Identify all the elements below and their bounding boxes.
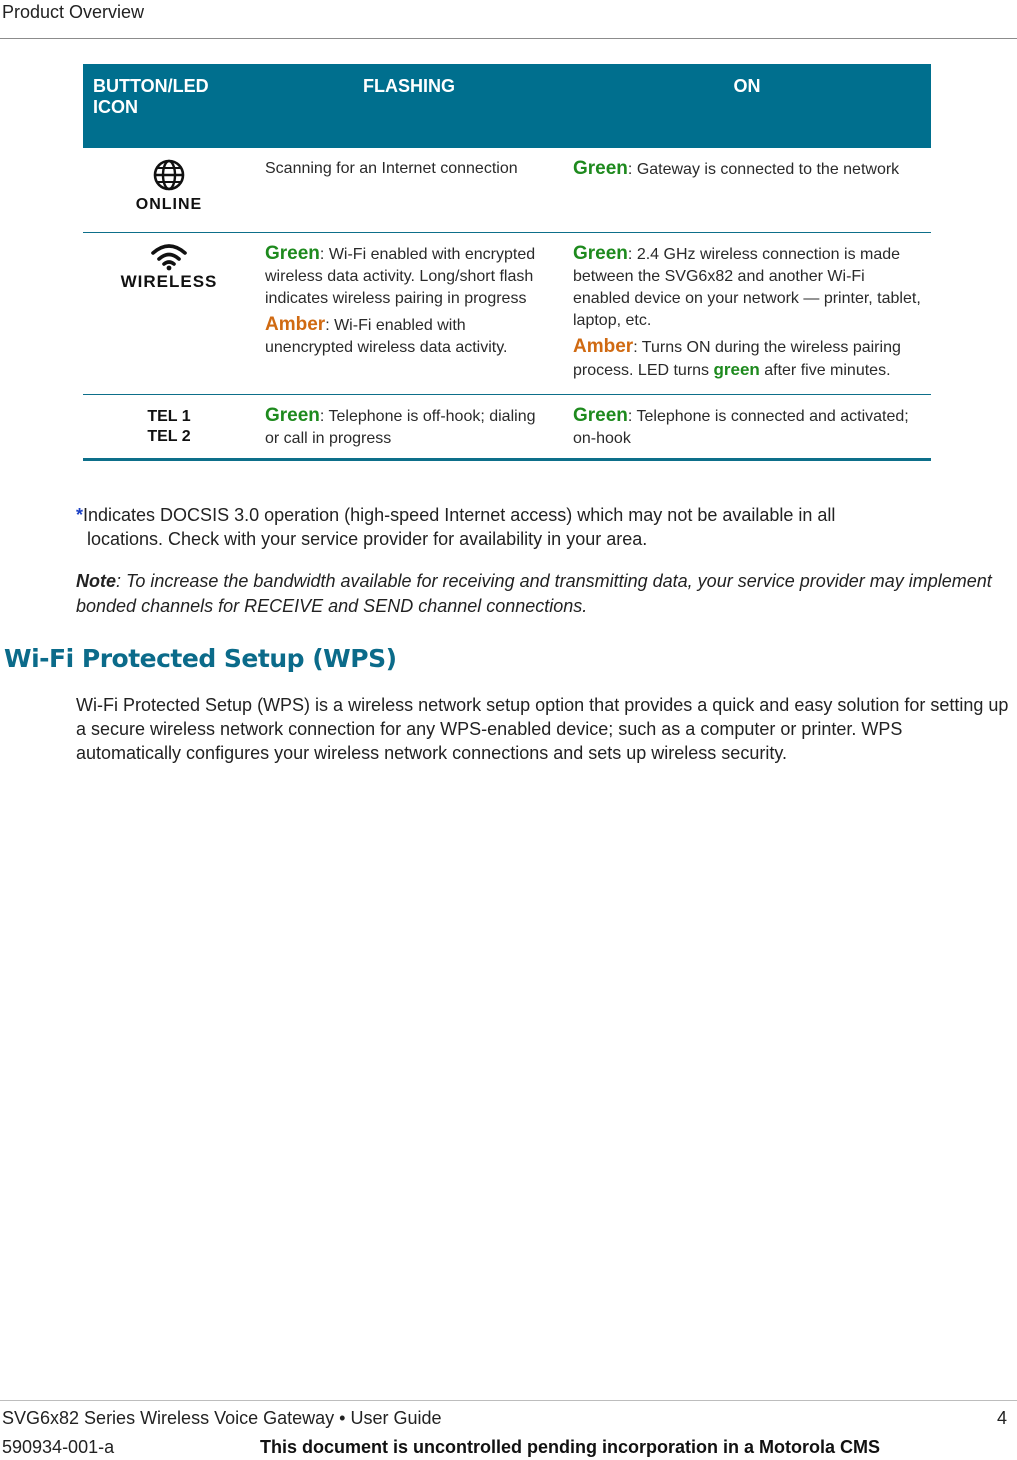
wireless-flashing xyxy=(255,232,563,394)
wireless-on-inline-green: green xyxy=(713,359,760,379)
section-title: Wi-Fi Protected Setup (WPS) xyxy=(4,644,397,673)
table-header-row xyxy=(83,64,931,148)
wireless-flashing-green-label: Green xyxy=(265,242,320,264)
online-on-green-label: Green xyxy=(573,158,628,179)
tel-on-green-label: Green xyxy=(573,404,628,426)
wireless-on-amber-text-1: : Turns ON during the wireless pairing process. LED turns xyxy=(573,338,901,379)
tel-flashing-green-label: Green xyxy=(265,404,320,426)
header-button-led-icon: BUTTON/LED ICON xyxy=(83,64,255,148)
footer-doc-title: SVG6x82 Series Wireless Voice Gateway • User Guide xyxy=(2,1408,442,1428)
table-row-wireless xyxy=(83,232,931,394)
wifi-icon xyxy=(149,243,189,271)
table-row-online xyxy=(83,148,931,232)
tel-on xyxy=(563,394,931,459)
tel-on-text: : Telephone is connected and activated; on-hook xyxy=(573,407,909,447)
wireless-on-green xyxy=(573,243,921,332)
tel-icon-cell xyxy=(83,394,255,459)
section-body: Wi-Fi Protected Setup (WPS) is a wireless network setup option that provides a quick and easy solution for setting up a secure wireless network connection for any WPS-enabled device; such as a computer or printer. WPS automatically configures your wireless network connections and sets up wireless security. xyxy=(76,695,1009,763)
footer-rule xyxy=(0,1400,1017,1401)
wireless-flashing-amber-label: Amber xyxy=(265,313,326,335)
header-rule xyxy=(0,38,1017,39)
wireless-flashing-amber xyxy=(265,314,553,359)
tel-flashing xyxy=(255,394,563,459)
globe-icon xyxy=(152,158,186,192)
footnote-line-2: locations. Check with your service provider for availability in your area. xyxy=(87,529,648,549)
wireless-on-green-text: : 2.4 GHz wireless connection is made between the SVG6x82 and another Wi-Fi enabled device on your network — printer, tablet, laptop, etc. xyxy=(573,245,921,329)
wireless-on xyxy=(563,232,931,394)
footnote-line-1: Indicates DOCSIS 3.0 operation (high-speed Internet access) which may not be available in all xyxy=(83,505,836,525)
wireless-on-amber xyxy=(573,336,921,382)
wireless-on-green-label: Green xyxy=(573,242,628,264)
running-header: Product Overview xyxy=(2,2,145,22)
tel-flashing-text: : Telephone is off-hook; dialing or call in progress xyxy=(265,407,536,447)
note-label: Note xyxy=(76,571,116,591)
online-on xyxy=(563,148,931,232)
online-label: ONLINE xyxy=(135,196,203,213)
online-icon-cell xyxy=(83,148,255,232)
led-table xyxy=(83,64,931,461)
online-flashing xyxy=(255,148,563,232)
note-text: : To increase the bandwidth available for receiving and transmitting data, your service provider may implement bonded channels for RECEIVE and SEND channel connections. xyxy=(76,571,992,616)
table-row-tel xyxy=(83,394,931,459)
page-number: 4 xyxy=(996,1408,1007,1428)
wireless-flashing-green xyxy=(265,243,553,310)
wireless-flashing-amber-text: : Wi-Fi enabled with unencrypted wireless data activity. xyxy=(265,316,508,356)
footer-doc-id: 590934-001-a xyxy=(2,1437,115,1457)
docsis-footnote xyxy=(76,503,926,551)
tel-2-label: TEL 2 xyxy=(147,427,191,445)
header-flashing: FLASHING xyxy=(255,64,563,148)
footnote-star: * xyxy=(76,505,84,525)
tel-1-label: TEL 1 xyxy=(147,407,191,425)
header-on: ON xyxy=(563,64,931,148)
bandwidth-note xyxy=(76,569,1011,619)
wireless-on-amber-text-2: after five minutes. xyxy=(759,361,891,379)
wireless-on-amber-label: Amber xyxy=(573,335,634,357)
online-on-text: : Gateway is connected to the network xyxy=(627,161,900,178)
wireless-icon-cell xyxy=(83,232,255,394)
wireless-flashing-green-text: : Wi-Fi enabled with encrypted wireless data activity. Long/short flash indicates wireless pairing in progress xyxy=(265,245,536,307)
footer-notice: This document is uncontrolled pending incorporation in a Motorola CMS xyxy=(260,1437,880,1457)
online-flashing-text: Scanning for an Internet connection xyxy=(265,160,518,177)
wireless-label: WIRELESS xyxy=(120,271,218,291)
